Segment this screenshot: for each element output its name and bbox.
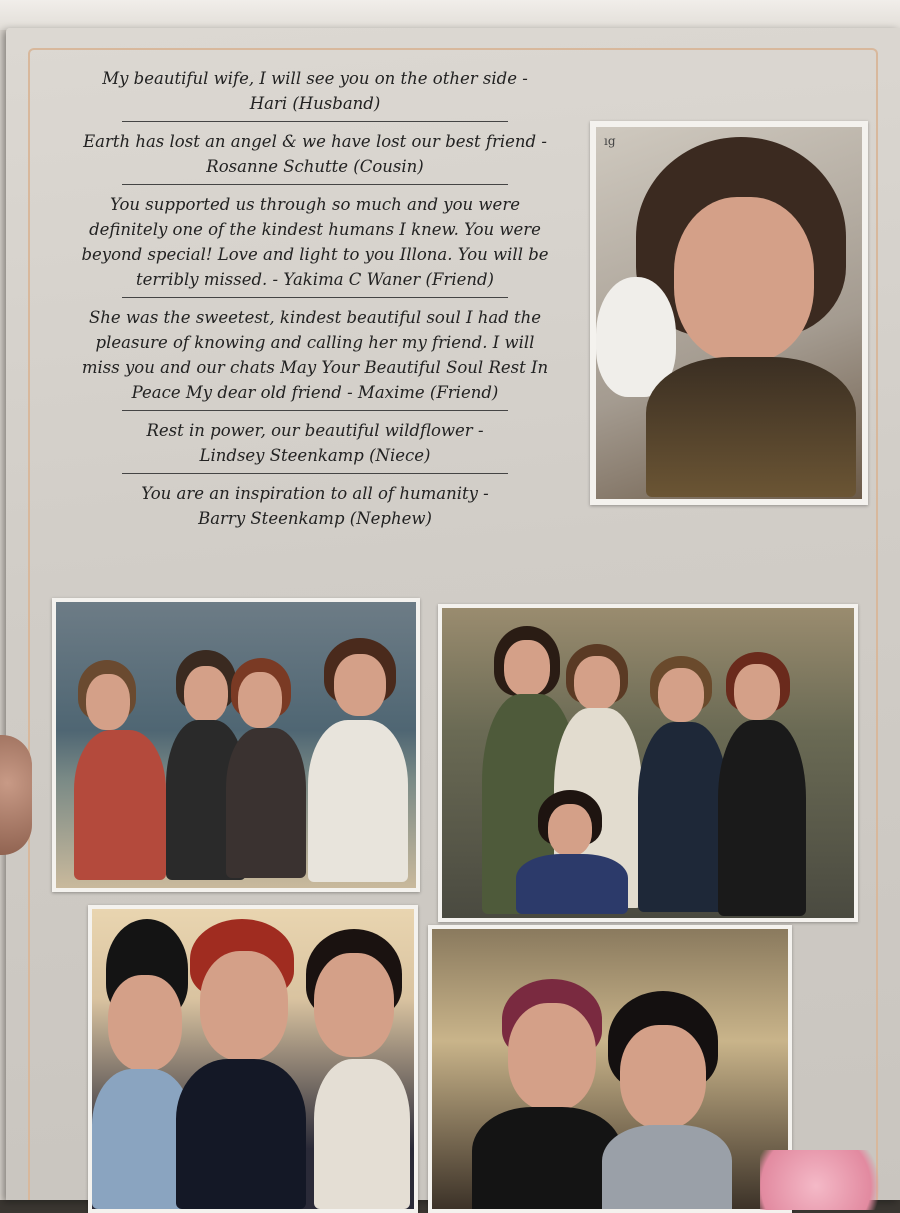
tribute-text: You are an inspiration to all of humanity - Barry Steenkamp (Nephew) [141, 484, 489, 528]
divider-line [122, 473, 508, 474]
beach-group-photo [52, 598, 420, 892]
portrait-corner-text: ıg [604, 134, 616, 148]
tribute-entry [40, 481, 590, 531]
portrait-image [596, 127, 862, 499]
face-shape [334, 654, 386, 716]
face-shape [508, 1003, 596, 1111]
body-shape [516, 854, 628, 914]
divider-line [122, 297, 508, 298]
face-shape [86, 674, 130, 730]
tribute-entry [40, 129, 590, 179]
face-shape [184, 666, 228, 722]
face-shape [200, 951, 288, 1061]
tribute-entry [40, 66, 590, 116]
portrait-photo [590, 121, 868, 505]
face-shape [620, 1025, 706, 1129]
tribute-entry [40, 305, 590, 405]
beach-image [56, 602, 416, 888]
body-shape [176, 1059, 306, 1209]
divider-line [122, 184, 508, 185]
body-shape [314, 1059, 410, 1209]
body-shape [74, 730, 166, 880]
divider-line [122, 121, 508, 122]
tribute-entry [40, 418, 590, 468]
trio-image [92, 909, 414, 1209]
face-shape [548, 804, 592, 856]
tribute-text: Rest in power, our beautiful wildflower - Lindsey Steenkamp (Niece) [146, 421, 484, 465]
trio-photo [88, 905, 418, 1213]
body-shape [226, 728, 306, 878]
background-surface [0, 0, 900, 30]
face-shape [504, 640, 550, 696]
duo-image [432, 929, 788, 1209]
face-shape [108, 975, 182, 1071]
tribute-text: Earth has lost an angel & we have lost our best friend - Rosanne Schutte (Cousin) [83, 132, 547, 176]
tribute-text: She was the sweetest, kindest beautiful soul I had the pleasure of knowing and calling her my friend. I will miss you and our chats May Your Beautiful Soul Rest In Peace My dear old friend - Maxime (Friend) [81, 308, 549, 402]
body-shape [308, 720, 408, 882]
pink-flower-decoration [760, 1150, 900, 1210]
face-shape [658, 668, 704, 722]
tribute-list [40, 66, 590, 531]
body-shape [602, 1125, 732, 1209]
sequin-top-shape [646, 357, 856, 497]
divider-line [122, 410, 508, 411]
duo-photo [428, 925, 792, 1213]
body-shape [638, 722, 728, 912]
face-shape [674, 197, 814, 362]
face-shape [574, 656, 620, 710]
tribute-text: You supported us through so much and you were definitely one of the kindest humans I knew. You were beyond special! Love and light to you Illona. You will be terribly missed. - Yakima C Waner (Friend) [81, 195, 549, 289]
face-shape [314, 953, 394, 1057]
finger-holding-page [0, 735, 32, 855]
face-shape [238, 672, 282, 728]
tribute-entry [40, 192, 590, 292]
body-shape [472, 1107, 622, 1209]
face-shape [734, 664, 780, 720]
indoor-group-photo [438, 604, 858, 922]
body-shape [718, 720, 806, 916]
indoor-group-image [442, 608, 854, 918]
tribute-text: My beautiful wife, I will see you on the other side - Hari (Husband) [102, 69, 528, 113]
